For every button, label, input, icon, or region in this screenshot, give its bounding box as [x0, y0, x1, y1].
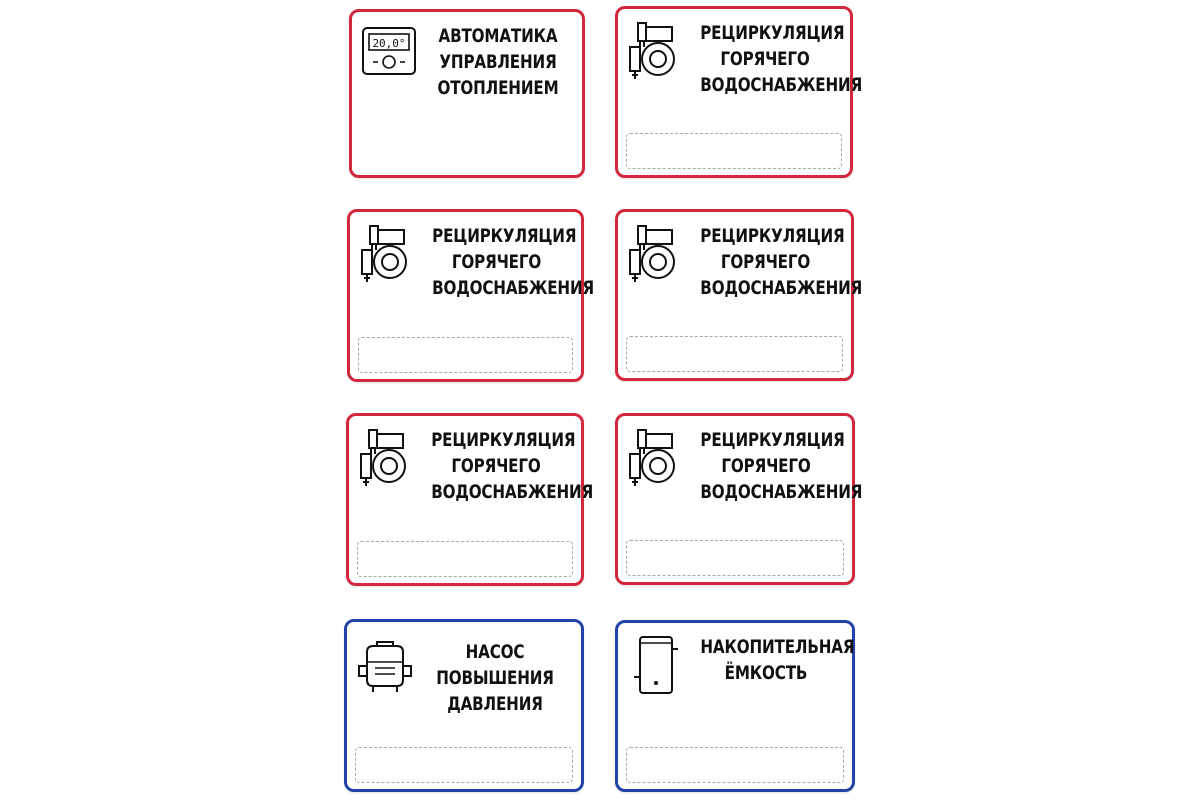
label-card-hot-water-recirculation	[615, 413, 863, 585]
circulation-pump-icon	[626, 222, 686, 286]
circulation-pump-icon	[358, 222, 418, 286]
write-in-field	[626, 336, 843, 372]
label-card-hot-water-recirculation	[615, 6, 863, 178]
label-card-heating-automation	[349, 9, 585, 178]
circulation-pump-icon	[626, 19, 686, 83]
label-title: РЕЦИРКУЛЯЦИЯ ГОРЯЧЕГО ВОДОСНАБЖЕНИЯ	[432, 226, 595, 299]
label-card-storage-tank	[615, 620, 855, 792]
write-in-field	[626, 540, 844, 576]
circulation-pump-icon	[357, 426, 417, 490]
label-card-hot-water-recirculation	[346, 413, 594, 586]
label-title: РЕЦИРКУЛЯЦИЯ ГОРЯЧЕГО ВОДОСНАБЖЕНИЯ	[700, 226, 863, 299]
label-title: РЕЦИРКУЛЯЦИЯ ГОРЯЧЕГО ВОДОСНАБЖЕНИЯ	[700, 430, 863, 503]
thermostat-icon	[360, 22, 420, 86]
label-title: РЕЦИРКУЛЯЦИЯ ГОРЯЧЕГО ВОДОСНАБЖЕНИЯ	[431, 430, 594, 503]
label-card-booster-pump	[344, 619, 584, 792]
thermostat-display: 20,0°	[372, 37, 406, 50]
label-card-hot-water-recirculation	[615, 209, 863, 381]
write-in-field	[626, 133, 842, 169]
booster-pump-icon	[355, 632, 415, 696]
write-in-field	[355, 747, 573, 783]
label-title: НАКОПИТЕЛЬНАЯ ЁМКОСТЬ	[700, 637, 855, 684]
label-title: РЕЦИРКУЛЯЦИЯ ГОРЯЧЕГО ВОДОСНАБЖЕНИЯ	[700, 23, 863, 96]
label-card-hot-water-recirculation	[347, 209, 595, 382]
storage-tank-icon	[626, 633, 686, 697]
circulation-pump-icon	[626, 426, 686, 490]
write-in-field	[357, 541, 573, 577]
label-title: АВТОМАТИКА УПРАВЛЕНИЯ ОТОПЛЕНИЕМ	[437, 26, 559, 99]
write-in-field	[626, 747, 844, 783]
write-in-field	[358, 337, 573, 373]
label-title: НАСОС ПОВЫШЕНИЯ ДАВЛЕНИЯ	[436, 642, 554, 715]
